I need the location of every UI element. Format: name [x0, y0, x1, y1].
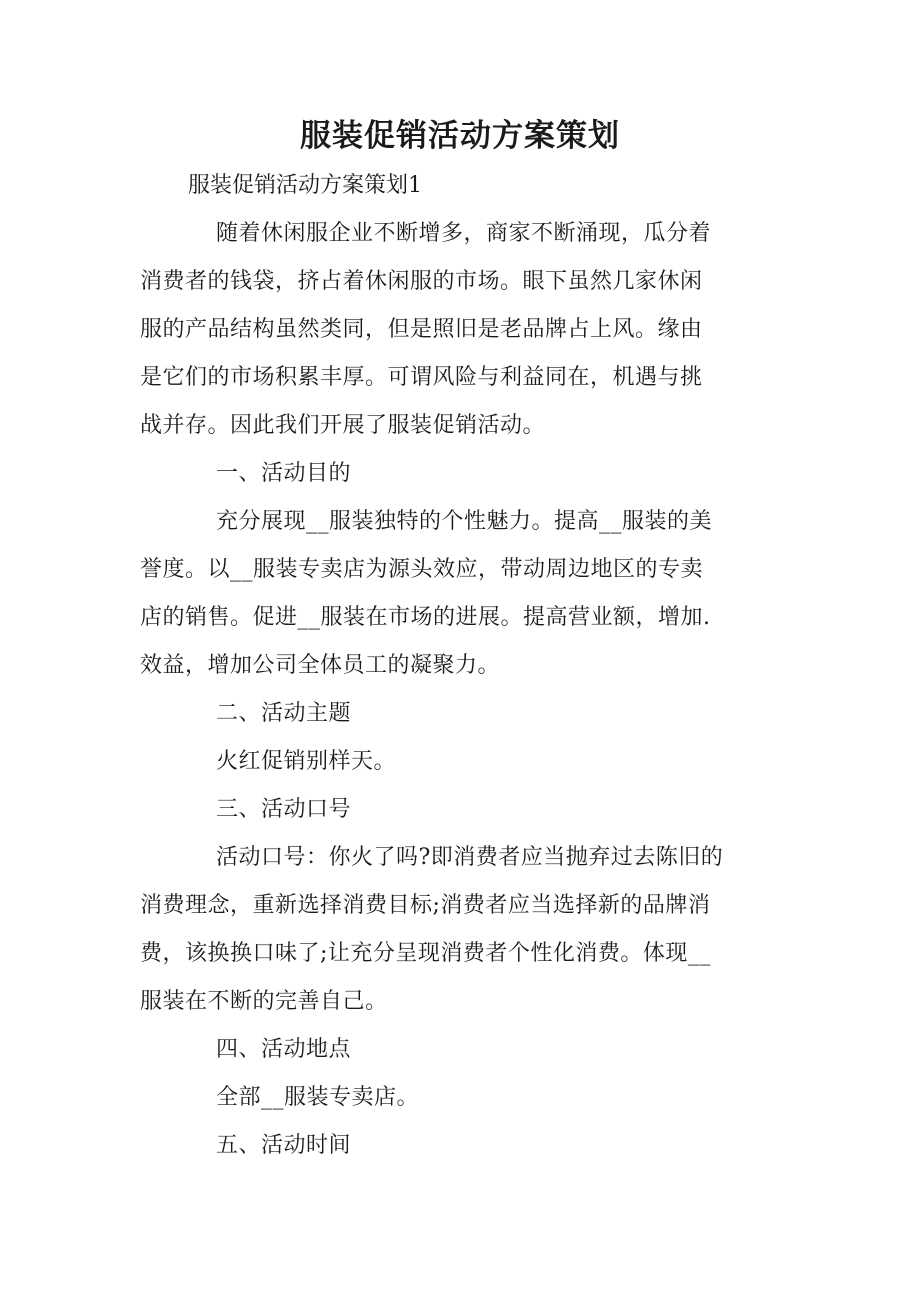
section-heading: 三、活动口号 [216, 797, 352, 822]
purpose-paragraph [140, 498, 772, 690]
paragraph-line: 火红促销别样天。 [216, 749, 397, 774]
paragraph-line: 随着休闲服企业不断增多，商家不断涌现，瓜分着 [216, 221, 712, 246]
paragraph-line: 服的产品结构虽然类同，但是照旧是老品牌占上风。缘由 [140, 317, 703, 342]
paragraph-line: 全部__服装专卖店。 [216, 1085, 420, 1110]
section-heading: 五、活动时间 [216, 1133, 352, 1158]
section-heading-purpose [140, 450, 772, 498]
paragraph-line: 是它们的市场积累丰厚。可谓风险与利益同在，机遇与挑 [140, 365, 703, 390]
section-heading-time [140, 1122, 772, 1170]
intro-paragraph [140, 210, 772, 450]
location-paragraph [140, 1074, 772, 1122]
section-heading-slogan [140, 786, 772, 834]
document-subtitle: 服装促销活动方案策划1 [188, 173, 422, 198]
paragraph-line: 战并存。因此我们开展了服装促销活动。 [140, 413, 546, 438]
section-heading: 二、活动主题 [216, 701, 352, 726]
paragraph-line: 消费者的钱袋，挤占着休闲服的市场。眼下虽然几家休闲 [140, 269, 703, 294]
paragraph-line: 充分展现__服装独特的个性魅力。提高__服装的美 [216, 509, 713, 534]
paragraph-line: 费，该换换口味了;让充分呈现消费者个性化消费。体现__ [140, 941, 711, 966]
paragraph-line: 服装在不断的完善自己。 [140, 989, 388, 1014]
slogan-paragraph [140, 834, 772, 1026]
section-heading-location [140, 1026, 772, 1074]
paragraph-line: 誉度。以__服装专卖店为源头效应，带动周边地区的专卖 [140, 557, 704, 582]
document-title: 服装促销活动方案策划 [300, 118, 620, 154]
theme-paragraph [140, 738, 772, 786]
paragraph-line: 效益，增加公司全体员工的凝聚力。 [140, 653, 501, 678]
paragraph-line: 店的销售。促进__服装在市场的进展。提高营业额，增加. [140, 605, 711, 630]
section-heading-theme [140, 690, 772, 738]
section-heading: 一、活动目的 [216, 461, 352, 486]
paragraph-line: 消费理念，重新选择消费目标;消费者应当选择新的品牌消 [140, 893, 711, 918]
section-heading: 四、活动地点 [216, 1037, 352, 1062]
paragraph-line: 活动口号：你火了吗?即消费者应当抛弃过去陈旧的 [216, 845, 724, 870]
